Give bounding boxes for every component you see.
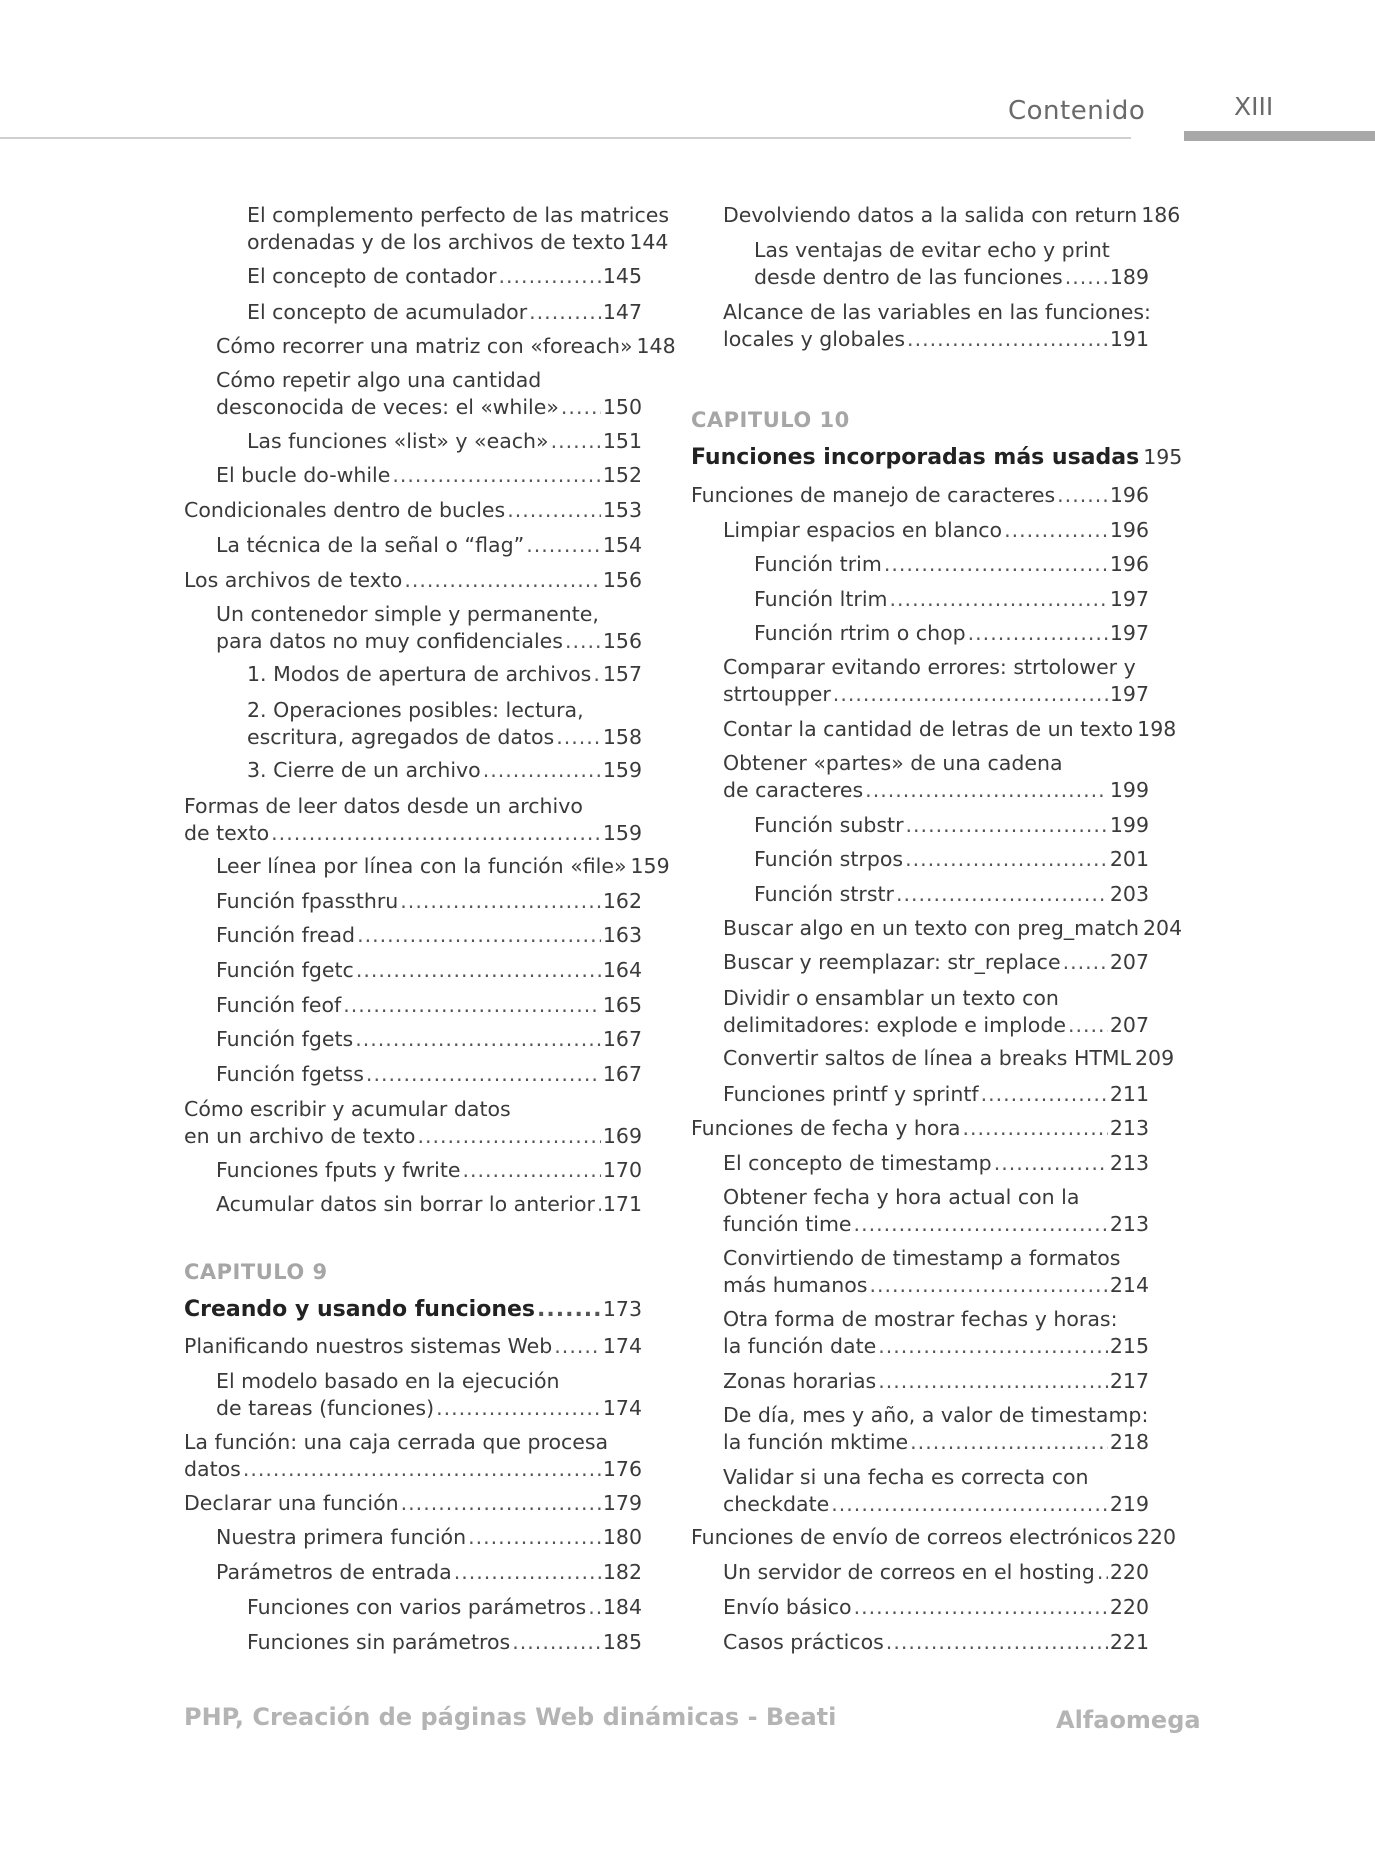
toc-entry-text: El concepto de timestamp xyxy=(723,1151,992,1175)
toc-entry xyxy=(216,1368,642,1422)
toc-entry-text: Cómo escribir y acumular datos xyxy=(184,1097,511,1121)
toc-page-number: 209 xyxy=(1135,1046,1175,1070)
toc-entry xyxy=(216,1524,642,1551)
dot-leader xyxy=(483,757,601,784)
dot-leader xyxy=(404,567,601,594)
toc-entry xyxy=(247,202,670,256)
dot-leader xyxy=(878,1333,1108,1360)
toc-entry xyxy=(216,1191,642,1218)
toc-page-number: 156 xyxy=(602,629,642,653)
toc-entry-text: Parámetros de entrada xyxy=(216,1560,452,1584)
dot-leader xyxy=(878,1368,1108,1395)
dot-leader xyxy=(588,1594,601,1621)
toc-entry xyxy=(216,462,642,489)
toc-entry xyxy=(247,263,642,290)
toc-page-number: 221 xyxy=(1109,1630,1149,1654)
toc-entry-text: Función fgetss xyxy=(216,1062,364,1086)
toc-entry-text: Zonas horarias xyxy=(723,1369,877,1393)
toc-entry-text: Condicionales dentro de bucles xyxy=(184,498,506,522)
toc-page-number: 145 xyxy=(602,264,642,288)
toc-entry-text: La función: una caja cerrada que procesa xyxy=(184,1430,609,1454)
toc-page-number: 159 xyxy=(602,758,642,782)
dot-leader xyxy=(593,661,601,688)
toc-entry xyxy=(216,601,642,655)
toc-entry-text: Creando y usando funciones xyxy=(184,1297,536,1322)
toc-entry-text: más humanos xyxy=(723,1273,868,1297)
toc-entry-text: de tareas (funciones) xyxy=(216,1396,435,1420)
toc-entry xyxy=(691,1524,1177,1551)
toc-entry xyxy=(184,1333,642,1360)
dot-leader xyxy=(968,620,1108,647)
toc-entry xyxy=(723,716,1177,743)
chapter-label: CAPITULO 10 xyxy=(691,408,850,432)
toc-entry-text: Función feof xyxy=(216,993,342,1017)
dot-leader xyxy=(896,881,1108,908)
toc-page-number: 220 xyxy=(1136,1525,1177,1549)
dot-leader xyxy=(890,586,1108,613)
toc-entry xyxy=(691,482,1149,509)
dot-leader xyxy=(1063,949,1108,976)
toc-page-number: 197 xyxy=(1109,587,1149,611)
dot-leader xyxy=(910,1429,1108,1456)
toc-entry xyxy=(216,1559,642,1586)
dot-leader xyxy=(400,888,601,915)
dot-leader xyxy=(271,820,601,847)
toc-entry xyxy=(247,697,642,751)
toc-entry-text: Leer línea por línea con la función «file» xyxy=(216,854,627,878)
toc-entry-text: El concepto de acumulador xyxy=(247,300,528,324)
toc-entry-text: Contar la cantidad de letras de un texto xyxy=(723,717,1134,741)
dot-leader xyxy=(865,777,1108,804)
toc-entry-text: El complemento perfecto de las matrices xyxy=(247,203,670,227)
toc-entry xyxy=(723,915,1183,942)
toc-entry xyxy=(723,1184,1149,1238)
toc-entry-text: Función strpos xyxy=(754,847,904,871)
toc-entry xyxy=(723,654,1149,708)
toc-entry-text: Un contenedor simple y permanente, xyxy=(216,602,599,626)
toc-entry-text: checkdate xyxy=(723,1492,830,1516)
toc-page-number: 150 xyxy=(602,395,642,419)
dot-leader xyxy=(357,922,601,949)
dot-leader xyxy=(243,1456,601,1483)
toc-entry-text: Obtener fecha y hora actual con la xyxy=(723,1185,1080,1209)
dot-leader xyxy=(854,1594,1108,1621)
footer-book-title: PHP, Creación de páginas Web dinámicas - Beati xyxy=(184,1703,837,1731)
toc-entry xyxy=(754,586,1149,613)
toc-entry xyxy=(754,812,1149,839)
toc-entry xyxy=(723,1150,1149,1177)
toc-page-number: 186 xyxy=(1141,203,1181,227)
toc-page-number: 159 xyxy=(602,821,642,845)
dot-leader xyxy=(565,628,601,655)
toc-entry-text: desde dentro de las funciones xyxy=(754,265,1063,289)
toc-page-number: 197 xyxy=(1109,682,1149,706)
toc-entry-text: Función fpassthru xyxy=(216,889,399,913)
dot-leader xyxy=(454,1559,601,1586)
toc-entry-text: la función mktime xyxy=(723,1430,909,1454)
toc-entry-text: El modelo basado en la ejecución xyxy=(216,1369,560,1393)
toc-entry-text: Comparar evitando errores: strtolower y xyxy=(723,655,1136,679)
toc-entry-text: la función date xyxy=(723,1334,877,1358)
toc-page-number: 167 xyxy=(602,1062,642,1086)
toc-entry-text: El bucle do-while xyxy=(216,463,391,487)
toc-page-number: 215 xyxy=(1109,1334,1149,1358)
dot-leader xyxy=(462,1157,600,1184)
dot-leader xyxy=(343,992,601,1019)
toc-entry-text: Casos prácticos xyxy=(723,1630,884,1654)
dot-leader xyxy=(356,957,601,984)
dot-leader xyxy=(526,532,601,559)
dot-leader xyxy=(499,263,601,290)
toc-entry xyxy=(216,992,642,1019)
toc-page-number: 152 xyxy=(602,463,642,487)
toc-entry-text: Convertir saltos de línea a breaks HTML xyxy=(723,1046,1131,1070)
dot-leader xyxy=(401,1490,601,1517)
toc-entry-text: El concepto de contador xyxy=(247,264,497,288)
toc-entry xyxy=(754,237,1149,291)
toc-entry xyxy=(247,428,642,455)
toc-page-number: 167 xyxy=(602,1027,642,1051)
toc-page-number: 174 xyxy=(602,1334,642,1358)
dot-leader xyxy=(869,1272,1107,1299)
toc-entry xyxy=(754,551,1149,578)
toc-page-number: 213 xyxy=(1109,1116,1149,1140)
toc-page-number: 189 xyxy=(1109,265,1149,289)
toc-entry xyxy=(723,1559,1149,1586)
toc-entry-text: de caracteres xyxy=(723,778,864,802)
toc-entry xyxy=(216,853,670,880)
dot-leader xyxy=(556,724,601,751)
toc-entry-text: Función fread xyxy=(216,923,356,947)
toc-page-number: 159 xyxy=(630,854,670,878)
dot-leader xyxy=(1097,1559,1108,1586)
toc-page-number: 198 xyxy=(1137,717,1177,741)
toc-page-number: 196 xyxy=(1109,518,1149,542)
toc-page-number: 171 xyxy=(602,1192,642,1216)
toc-page-number: 195 xyxy=(1143,445,1183,469)
toc-entry-text: Funciones de manejo de caracteres xyxy=(691,483,1056,507)
toc-entry-text: desconocida de veces: el «while» xyxy=(216,395,559,419)
dot-leader xyxy=(854,1211,1108,1238)
toc-page-number: 219 xyxy=(1109,1492,1149,1516)
toc-entry xyxy=(247,1594,642,1621)
toc-entry xyxy=(723,202,1181,229)
toc-page-number: 144 xyxy=(629,230,669,254)
toc-page-number: 204 xyxy=(1143,916,1183,940)
toc-entry xyxy=(184,1490,642,1517)
dot-leader xyxy=(906,812,1108,839)
toc-entry-text: Función rtrim o chop xyxy=(754,621,966,645)
toc-entry xyxy=(247,757,642,784)
page-number: XIII xyxy=(1234,92,1274,121)
toc-entry-text: en un archivo de texto xyxy=(184,1124,416,1148)
toc-entry-text: delimitadores: explode e implode xyxy=(723,1013,1066,1037)
toc-entry-text: Funciones fputs y fwrite xyxy=(216,1158,461,1182)
toc-entry-text: 1. Modos de apertura de archivos xyxy=(247,662,592,686)
toc-entry-text: Función strstr xyxy=(754,882,894,906)
dot-leader xyxy=(884,551,1108,578)
toc-entry-text: para datos no muy confidenciales xyxy=(216,629,563,653)
toc-page-number: 213 xyxy=(1109,1151,1149,1175)
toc-page-number: 197 xyxy=(1109,621,1149,645)
toc-page-number: 203 xyxy=(1109,882,1149,906)
toc-entry-text: Funciones incorporadas más usadas xyxy=(691,445,1140,470)
toc-page-number: 182 xyxy=(602,1560,642,1584)
toc-entry xyxy=(216,333,676,360)
toc-entry xyxy=(723,1045,1175,1072)
toc-entry xyxy=(754,620,1149,647)
toc-entry xyxy=(216,367,642,421)
toc-entry-text: Función trim xyxy=(754,552,882,576)
toc-page-number: 214 xyxy=(1109,1273,1149,1297)
toc-entry-text: strtoupper xyxy=(723,682,831,706)
dot-leader xyxy=(561,394,601,421)
dot-leader xyxy=(537,1296,601,1323)
toc-page-number: 201 xyxy=(1109,847,1149,871)
toc-entry xyxy=(184,567,642,594)
toc-entry-text: Planificando nuestros sistemas Web xyxy=(184,1334,553,1358)
toc-page-number: 211 xyxy=(1109,1082,1149,1106)
toc-page-number: 156 xyxy=(602,568,642,592)
toc-entry-text: Alcance de las variables en las funciones: xyxy=(723,300,1151,324)
toc-page-number: 217 xyxy=(1109,1369,1149,1393)
toc-entry-text: Funciones de fecha y hora xyxy=(691,1116,961,1140)
toc-page-number: 184 xyxy=(602,1595,642,1619)
toc-entry-text: Función fgetc xyxy=(216,958,354,982)
toc-entry-text: datos xyxy=(184,1457,241,1481)
toc-entry-text: Función fgets xyxy=(216,1027,354,1051)
dot-leader xyxy=(468,1524,601,1551)
toc-entry xyxy=(184,793,642,847)
dot-leader xyxy=(417,1123,600,1150)
toc-page-number: 164 xyxy=(602,958,642,982)
toc-entry-text: Función substr xyxy=(754,813,904,837)
dot-leader xyxy=(392,462,600,489)
toc-entry xyxy=(216,1061,642,1088)
dot-leader xyxy=(1057,482,1108,509)
toc-page-number: 148 xyxy=(636,334,676,358)
toc-entry xyxy=(216,922,642,949)
toc-entry xyxy=(723,750,1149,804)
header-rule xyxy=(0,137,1131,139)
toc-entry xyxy=(723,1245,1149,1299)
dot-leader xyxy=(355,1026,601,1053)
toc-entry xyxy=(723,1594,1149,1621)
toc-entry-text: escritura, agregados de datos xyxy=(247,725,555,749)
toc-entry-text: Devolviendo datos a la salida con return xyxy=(723,203,1138,227)
dot-leader xyxy=(907,326,1108,353)
toc-entry-text: Declarar una función xyxy=(184,1491,399,1515)
dot-leader xyxy=(962,1115,1107,1142)
dot-leader xyxy=(436,1395,601,1422)
dot-leader xyxy=(1068,1012,1108,1039)
dot-leader xyxy=(551,428,601,455)
toc-entry-text: de texto xyxy=(184,821,270,845)
dot-leader xyxy=(981,1081,1108,1108)
toc-entry xyxy=(723,1081,1149,1108)
toc-entry-text: Función ltrim xyxy=(754,587,888,611)
toc-entry xyxy=(216,1026,642,1053)
toc-entry xyxy=(723,1402,1149,1456)
toc-page-number: 191 xyxy=(1109,327,1149,351)
toc-page-number: 199 xyxy=(1109,813,1149,837)
dot-leader xyxy=(833,681,1108,708)
toc-entry xyxy=(216,888,642,915)
toc-page-number: 165 xyxy=(602,993,642,1017)
toc-entry-text: Convirtiendo de timestamp a formatos xyxy=(723,1246,1121,1270)
dot-leader xyxy=(994,1150,1108,1177)
toc-page-number: 151 xyxy=(602,429,642,453)
toc-entry-text: Cómo recorrer una matriz con «foreach» xyxy=(216,334,633,358)
toc-entry-text: Buscar algo en un texto con preg_match xyxy=(723,916,1140,940)
toc-page-number: 185 xyxy=(602,1630,642,1654)
toc-page-number: 213 xyxy=(1109,1212,1149,1236)
toc-entry xyxy=(216,532,642,559)
toc-entry-text: Otra forma de mostrar fechas y horas: xyxy=(723,1307,1118,1331)
toc-entry-text: La técnica de la señal o “flag” xyxy=(216,533,525,557)
toc-entry-text: Formas de leer datos desde un archivo xyxy=(184,794,583,818)
dot-leader xyxy=(529,299,601,326)
header-accent-bar xyxy=(1184,131,1375,141)
toc-entry xyxy=(754,846,1149,873)
dot-leader xyxy=(554,1333,601,1360)
toc-entry xyxy=(723,985,1149,1039)
toc-entry-text: Cómo repetir algo una cantidad xyxy=(216,368,542,392)
toc-entry-text: Un servidor de correos en el hosting xyxy=(723,1560,1095,1584)
toc-entry-text: Funciones con varios parámetros xyxy=(247,1595,587,1619)
chapter-label: CAPITULO 9 xyxy=(184,1260,328,1284)
toc-page-number: 218 xyxy=(1109,1430,1149,1454)
toc-entry-text: Obtener «partes» de una cadena xyxy=(723,751,1063,775)
toc-entry xyxy=(691,1115,1149,1142)
toc-page-number: 153 xyxy=(602,498,642,522)
running-header: Contenido xyxy=(1008,96,1146,126)
toc-page-number: 158 xyxy=(602,725,642,749)
toc-entry-text: Funciones sin parámetros xyxy=(247,1630,511,1654)
toc-entry-text: Los archivos de texto xyxy=(184,568,403,592)
dot-leader xyxy=(905,846,1108,873)
toc-entry-text: Dividir o ensamblar un texto con xyxy=(723,986,1059,1010)
toc-page-number: 154 xyxy=(602,533,642,557)
toc-entry-text: Limpiar espacios en blanco xyxy=(723,518,1003,542)
toc-entry xyxy=(216,1157,642,1184)
dot-leader xyxy=(831,1491,1108,1518)
toc-page-number: 199 xyxy=(1109,778,1149,802)
toc-page-number: 174 xyxy=(602,1396,642,1420)
toc-entry xyxy=(184,497,642,524)
toc-entry-text: Buscar y reemplazar: str_replace xyxy=(723,950,1061,974)
toc-entry-text: Acumular datos sin borrar lo anterior xyxy=(216,1192,595,1216)
toc-page-number: 220 xyxy=(1109,1595,1149,1619)
toc-entry xyxy=(216,957,642,984)
toc-page-number: 170 xyxy=(602,1158,642,1182)
dot-leader xyxy=(597,1191,601,1218)
toc-page-number: 169 xyxy=(602,1124,642,1148)
chapter-title-entry xyxy=(691,444,1183,471)
toc-entry-text: locales y globales xyxy=(723,327,906,351)
toc-page-number: 163 xyxy=(602,923,642,947)
toc-entry xyxy=(247,1629,642,1656)
toc-entry-text: ordenadas y de los archivos de texto xyxy=(247,230,626,254)
toc-page-number: 147 xyxy=(602,300,642,324)
toc-page-number: 220 xyxy=(1109,1560,1149,1584)
toc-entry xyxy=(723,1368,1149,1395)
dot-leader xyxy=(366,1061,601,1088)
toc-entry-text: Funciones printf y sprintf xyxy=(723,1082,979,1106)
toc-entry xyxy=(723,1629,1149,1656)
toc-entry-text: Validar si una fecha es correcta con xyxy=(723,1465,1089,1489)
toc-entry xyxy=(247,299,642,326)
toc-entry-text: 2. Operaciones posibles: lectura, xyxy=(247,698,584,722)
chapter-title-entry xyxy=(184,1296,642,1323)
toc-page-number: 173 xyxy=(602,1297,642,1321)
toc-entry xyxy=(723,1306,1149,1360)
toc-entry-text: función time xyxy=(723,1212,852,1236)
toc-page-number: 162 xyxy=(602,889,642,913)
toc-entry xyxy=(184,1096,642,1150)
toc-entry xyxy=(247,661,642,688)
toc-page-number: 157 xyxy=(602,662,642,686)
dot-leader xyxy=(507,497,601,524)
toc-entry-text: Las funciones «list» y «each» xyxy=(247,429,549,453)
toc-entry-text: Nuestra primera función xyxy=(216,1525,467,1549)
toc-entry-text: De día, mes y año, a valor de timestamp: xyxy=(723,1403,1149,1427)
dot-leader xyxy=(886,1629,1108,1656)
toc-page-number: 180 xyxy=(602,1525,642,1549)
toc-entry-text: 3. Cierre de un archivo xyxy=(247,758,481,782)
toc-entry-text: Funciones de envío de correos electrónicos xyxy=(691,1525,1133,1549)
toc-entry xyxy=(754,881,1149,908)
toc-page-number: 196 xyxy=(1109,552,1149,576)
toc-page-number: 176 xyxy=(602,1457,642,1481)
toc-entry-text: Las ventajas de evitar echo y print xyxy=(754,238,1110,262)
footer-publisher: Alfaomega xyxy=(1056,1706,1201,1734)
toc-entry xyxy=(723,299,1149,353)
toc-page-number: 179 xyxy=(602,1491,642,1515)
dot-leader xyxy=(1004,517,1108,544)
toc-entry xyxy=(723,1464,1149,1518)
toc-entry xyxy=(723,949,1149,976)
toc-entry xyxy=(723,517,1149,544)
toc-entry xyxy=(184,1429,642,1483)
toc-page-number: 196 xyxy=(1109,483,1149,507)
dot-leader xyxy=(1065,264,1108,291)
toc-page-number: 207 xyxy=(1109,950,1149,974)
toc-entry-text: Envío básico xyxy=(723,1595,852,1619)
dot-leader xyxy=(512,1629,601,1656)
toc-page-number: 207 xyxy=(1109,1013,1149,1037)
